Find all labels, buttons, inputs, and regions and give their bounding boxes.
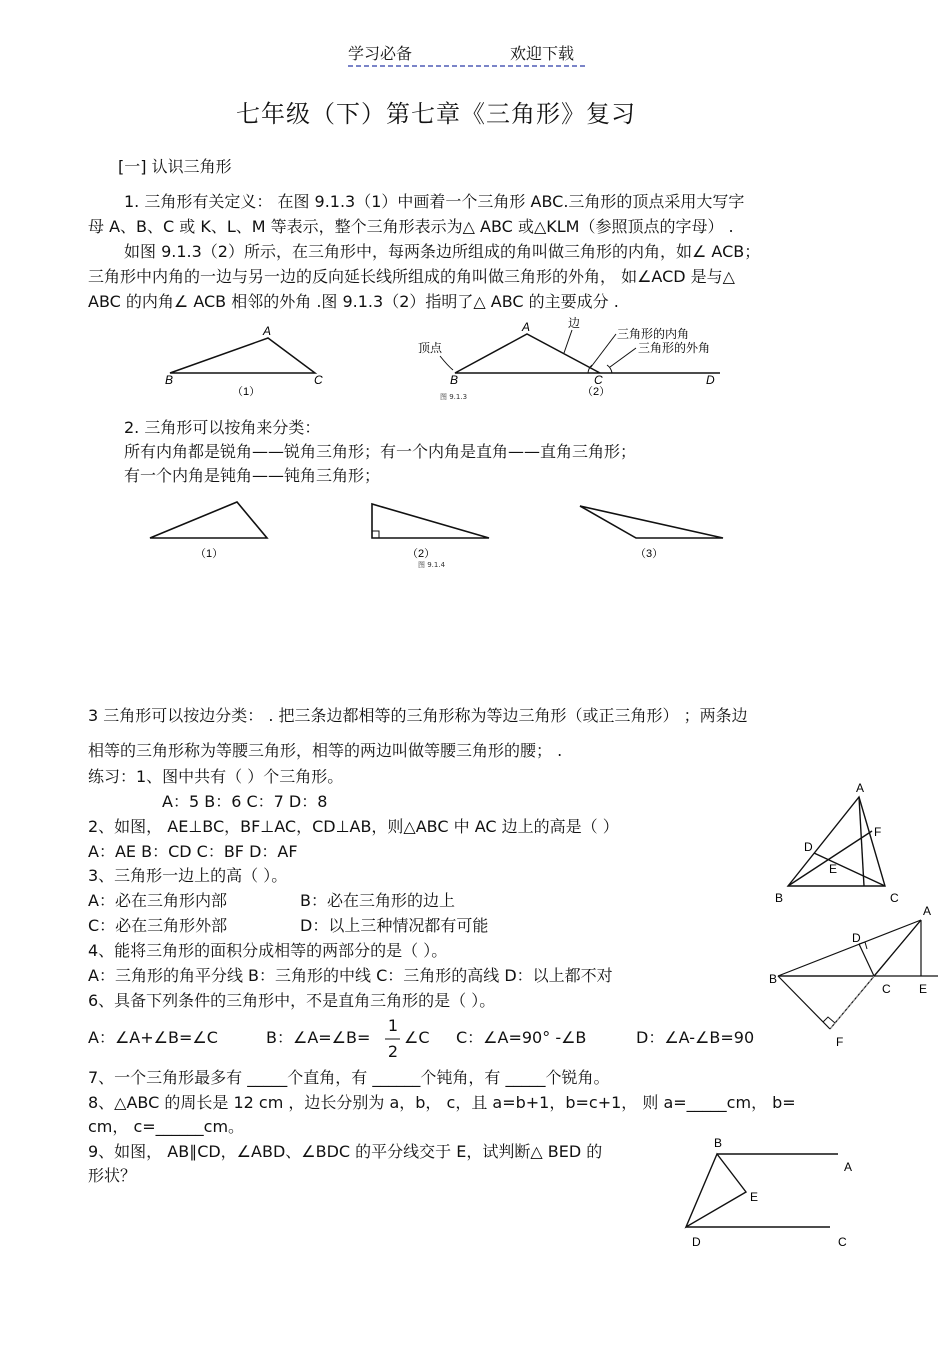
definition-line-4: 三角形中内角的一边与另一边的反向延长线所组成的角叫做三角形的外角， 如∠ACD 是与△ bbox=[88, 267, 735, 286]
classify-by-angle-heading: 2. 三角形可以按角来分类： bbox=[124, 418, 321, 437]
exercise-1-figure bbox=[770, 780, 899, 910]
side-annotation: 边 bbox=[568, 316, 581, 330]
header-left: 学习必备 bbox=[348, 44, 413, 63]
q9-label-d: D bbox=[692, 1235, 701, 1249]
exercise-3: 3、三角形一边上的高（ ）。 bbox=[88, 866, 288, 885]
figure-9-1-3 bbox=[160, 318, 780, 408]
q2-label-b: B bbox=[769, 972, 778, 986]
classify-by-angle-line-2: 有一个内角是钝角——钝角三角形； bbox=[124, 466, 381, 485]
exercise-8-line-2: cm， c=______cm。 bbox=[88, 1117, 245, 1136]
classify-by-angle-line-1: 所有内角都是锐角——锐角三角形；有一个内角是直角——直角三角形； bbox=[124, 442, 637, 461]
q9-label-b: B bbox=[714, 1136, 723, 1150]
outer-angle-annotation: 三角形的外角 bbox=[638, 341, 711, 355]
exercise-6-option-b: B：∠A=∠B= bbox=[266, 1028, 371, 1047]
q1-label-e: E bbox=[829, 862, 838, 876]
fraction-denominator: 2 bbox=[387, 1042, 399, 1061]
q1-label-c: C bbox=[890, 891, 899, 905]
q1-label-f: F bbox=[874, 825, 882, 839]
exercise-2-figure bbox=[766, 902, 946, 1052]
fig914-sub1: （1） bbox=[195, 548, 224, 560]
definition-line-1: 1. 三角形有关定义： 在图 9.1.3（1）中画着一个三角形 ABC.三角形的顶点采用大写字 bbox=[124, 192, 745, 211]
exercise-4-options: A：三角形的角平分线 B：三角形的中线 C：三角形的高线 D：以上都不对 bbox=[88, 966, 613, 985]
exercise-3-option-d: D：以上三种情况都有可能 bbox=[300, 916, 489, 935]
q1-label-b: B bbox=[775, 891, 784, 905]
obtuse-triangle bbox=[580, 506, 723, 538]
q9-label-a: A bbox=[844, 1160, 853, 1174]
fig914-sub3: （3） bbox=[635, 548, 664, 560]
q2-label-e: E bbox=[919, 982, 928, 996]
exercise-9-line-2: 形状？ bbox=[88, 1166, 137, 1185]
figure-9-1-4 bbox=[145, 500, 735, 570]
exercise-3-option-b: B：必在三角形的边上 bbox=[300, 891, 455, 910]
exercise-2-options: A：AE B：CD C：BF D：AF bbox=[88, 842, 298, 861]
definition-line-5: ABC 的内角∠ ACB 相邻的外角 .图 9.1.3（2）指明了△ ABC 的主要成分 . bbox=[88, 292, 619, 311]
acute-triangle bbox=[150, 502, 267, 538]
exercise-6-option-b-tail: ∠C bbox=[404, 1028, 430, 1047]
q2-label-d: D bbox=[852, 931, 861, 945]
fig1-label-a: A bbox=[263, 324, 272, 338]
definition-line-3: 如图 9.1.3（2）所示，在三角形中，每两条边所组成的角叫做三角形的内角，如∠ ACB； bbox=[124, 242, 761, 261]
right-triangle bbox=[372, 504, 489, 538]
exercise-3-option-c: C：必在三角形外部 bbox=[88, 916, 228, 935]
fraction-numerator: 1 bbox=[387, 1016, 399, 1035]
exercise-6-option-d: D：∠A-∠B=90 bbox=[636, 1028, 755, 1047]
fig2-label-a: A bbox=[522, 320, 531, 334]
header-right: 欢迎下载 bbox=[510, 44, 575, 63]
header-underline bbox=[348, 64, 588, 68]
q1-label-a: A bbox=[856, 781, 865, 795]
classify-by-side-line-2: 相等的三角形称为等腰三角形，相等的两边叫做等腰三角形的腰； . bbox=[88, 741, 563, 760]
classify-by-side-line-1: 3 三角形可以按边分类： . 把三条边都相等的三角形称为等边三角形（或正三角形） ；两条边 bbox=[88, 706, 748, 725]
fig2-label-d: D bbox=[706, 373, 715, 387]
fig1-sublabel: （1） bbox=[232, 386, 261, 398]
fig914-sub2: （2） bbox=[407, 548, 436, 560]
exercise-8-line-1: 8、△ABC 的周长是 12 cm ，边长分别为 a，b， c，且 a=b+1，b=c+1， 则 a=_____cm， b= bbox=[88, 1093, 796, 1112]
q9-label-e: E bbox=[750, 1190, 759, 1204]
exercise-2: 2、如图， AE⊥BC，BF⊥AC，CD⊥AB，则△ABC 中 AC 边上的高是（ ） bbox=[88, 817, 619, 836]
vertex-annotation: 顶点 bbox=[418, 341, 443, 355]
exercise-7: 7、一个三角形最多有 _____个直角，有 ______个钝角，有 _____个锐角。 bbox=[88, 1068, 610, 1087]
triangle-1 bbox=[170, 338, 315, 373]
q2-label-a: A bbox=[923, 904, 932, 918]
q2-label-c: C bbox=[882, 982, 891, 996]
exercise-6-option-a: A：∠A+∠B=∠C bbox=[88, 1028, 218, 1047]
figure-caption-9-1-4: 图 9.1.4 bbox=[418, 561, 446, 569]
q2-label-f: F bbox=[836, 1035, 844, 1049]
triangle-2 bbox=[455, 334, 600, 373]
figure-caption-9-1-3: 图 9.1.3 bbox=[440, 393, 468, 401]
exercise-9-figure bbox=[670, 1130, 860, 1255]
exercise-6: 6、具备下列条件的三角形中，不是直角三角形的是（ ）。 bbox=[88, 991, 496, 1010]
q1-label-d: D bbox=[804, 840, 813, 854]
inner-angle-annotation: 三角形的内角 bbox=[617, 327, 690, 341]
definition-line-2: 母 A、B、C 或 K、L、M 等表示，整个三角形表示为△ ABC 或△KLM（参照顶点的字母） . bbox=[88, 217, 734, 236]
fig2-sublabel: （2） bbox=[582, 386, 611, 398]
exercise-6-option-c: C：∠A=90° -∠B bbox=[456, 1028, 587, 1047]
exercise-9-line-1: 9、如图， AB∥CD，∠ABD、∠BDC 的平分线交于 E，试判断△ BED 的 bbox=[88, 1142, 603, 1161]
fig2-label-c: C bbox=[594, 373, 603, 387]
fig1-label-c: C bbox=[314, 373, 323, 387]
exercise-3-option-a: A：必在三角形内部 bbox=[88, 891, 227, 910]
exercise-1: 练习：1、图中共有（ ）个三角形。 bbox=[88, 767, 344, 786]
exercise-1-options: A：5 B：6 C：7 D：8 bbox=[162, 792, 328, 811]
page-title: 七年级（下）第七章《三角形》复习 bbox=[236, 100, 636, 128]
fig1-label-b: B bbox=[165, 373, 174, 387]
fig2-label-b: B bbox=[450, 373, 459, 387]
q9-label-c: C bbox=[838, 1235, 847, 1249]
section-heading: [一] 认识三角形 bbox=[118, 157, 232, 176]
exercise-4: 4、能将三角形的面积分成相等的两部分的是（ ）。 bbox=[88, 941, 448, 960]
